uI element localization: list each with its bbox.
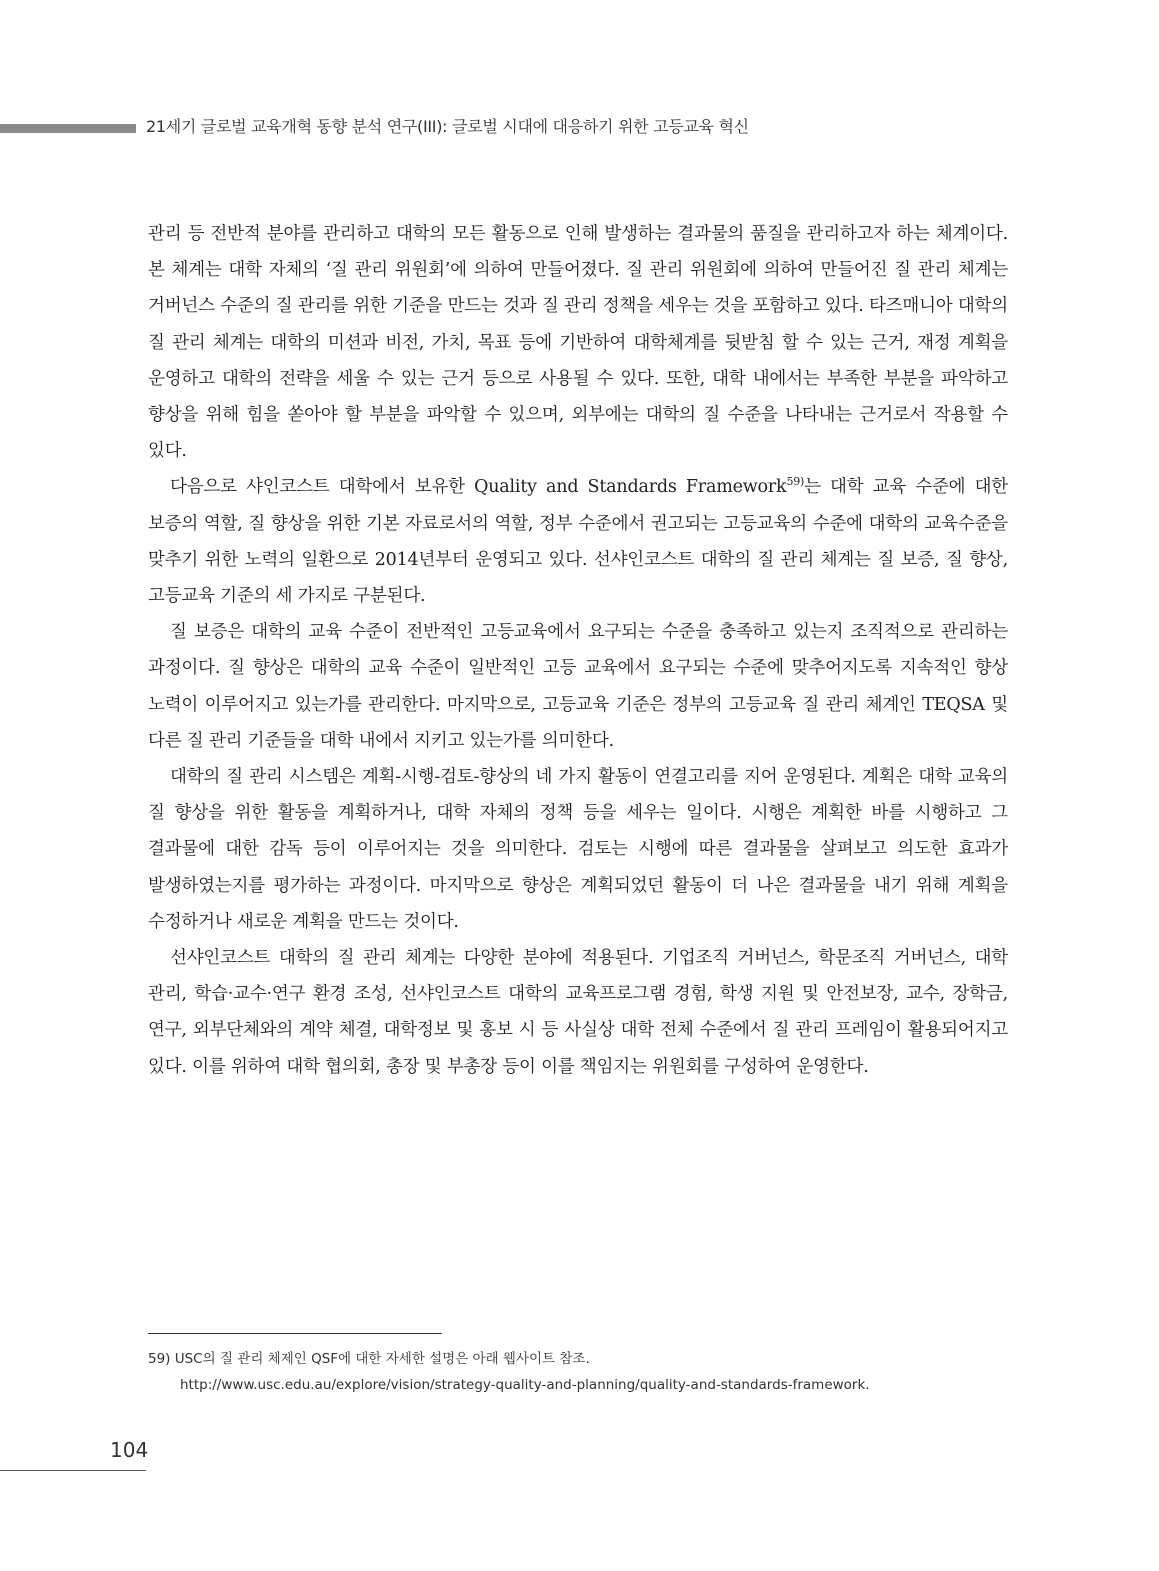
paragraph-2-end: 는 대학 교육 수준에 대한 보증의 역할, 질 향상을 위한 기본 자료로서의 역할, 정부 수준에서 권고되는 고등교육의 수준에 대학의 교육수준을 맞추기 위한 노력의 일환으로 2014년부터 운영되고 있다. 선샤인코스트 대학의 질 관리 체계는 질 보증, 질 향상, 고등교육 기준의 세 가지로 구분된다. [148,477,1008,607]
page-number-rule [0,1470,146,1471]
footnote-text: 59) USC의 질 관리 체제인 QSF에 대한 자세한 설명은 아래 웹사이트 참조. [148,1351,590,1367]
page-number: 104 [110,1438,149,1462]
body-text [148,216,1008,1085]
paragraph-2 [148,469,1008,614]
footnote-url[interactable]: http://www.usc.edu.au/explore/vision/strategy-quality-and-planning/quality-and-standards-framework. [180,1377,870,1393]
paragraph-5: 선샤인코스트 대학의 질 관리 체계는 다양한 분야에 적용된다. 기업조직 거버넌스, 학문조직 거버넌스, 대학 관리, 학습·교수·연구 환경 조성, 선샤인코스트 대학의 교육프로그램 경험, 학생 지원 및 안전보장, 교수, 장학금, 연구, 외부단체와의 계약 체결, 대학정보 및 홍보 시 등 사실상 대학 전체 수준에서 질 관리 프레임이 활용되어지고 있다. 이를 위하여 대학 협의회, 총장 및 부총장 등이 이를 책임지는 위원회를 구성하여 운영한다. [148,948,1008,1077]
running-header: 21세기 글로벌 교육개혁 동향 분석 연구(III): 글로벌 시대에 대응하기 위한 고등교육 혁신 [146,117,749,136]
header-bar [0,124,136,133]
footnote-divider [148,1333,442,1334]
paragraph-1: 관리 등 전반적 분야를 관리하고 대학의 모든 활동으로 인해 발생하는 결과물의 품질을 관리하고자 하는 체계이다. 본 체계는 대학 자체의 ‘질 관리 위원회’에 의하여 만들어졌다. 질 관리 위원회에 의하여 만들어진 질 관리 체계는 거버넌스 수준의 질 관리를 위한 기준을 만드는 것과 질 관리 정책을 세우는 것을 포함하고 있다. 타즈매니아 대학의 질 관리 체계는 대학의 미션과 비전, 가치, 목표 등에 기반하여 대학체계를 뒷받침 할 수 있는 근거, 재정 계획을 운영하고 대학의 전략을 세울 수 있는 근거 등으로 사용될 수 있다. 또한, 대학 내에서는 부족한 부분을 파악하고 향상을 위해 힘을 쏟아야 할 부분을 파악할 수 있으며, 외부에는 대학의 질 수준을 나타내는 근거로서 작용할 수 있다. [148,224,1008,462]
footnote [148,1346,1008,1398]
footnote-reference[interactable]: 59) [786,475,805,489]
paragraph-4: 대학의 질 관리 시스템은 계획-시행-검토-향상의 네 가지 활동이 연결고리를 지어 운영된다. 계획은 대학 교육의 질 향상을 위한 활동을 계획하거나, 대학 자체의 정책 등을 세우는 일이다. 시행은 계획한 바를 시행하고 그 결과물에 대한 감독 등이 이루어지는 것을 의미한다. 검토는 시행에 따른 결과물을 살펴보고 의도한 효과가 발생하였는지를 평가하는 과정이다. 마지막으로 향상은 계획되었던 활동이 더 나은 결과물을 내기 위해 계획을 수정하거나 새로운 계획을 만드는 것이다. [148,767,1008,932]
paragraph-2-start: 다음으로 샤인코스트 대학에서 보유한 Quality and Standards Framework [170,477,787,498]
paragraph-3: 질 보증은 대학의 교육 수준이 전반적인 고등교육에서 요구되는 수준을 충족하고 있는지 조직적으로 관리하는 과정이다. 질 향상은 대학의 교육 수준이 일반적인 고등 교육에서 요구되는 수준에 맞추어지도록 지속적인 향상 노력이 이루어지고 있는가를 관리한다. 마지막으로, 고등교육 기준은 정부의 고등교육 질 관리 체계인 TEQSA 및 다른 질 관리 기준들을 대학 내에서 지키고 있는가를 의미한다. [148,622,1008,751]
